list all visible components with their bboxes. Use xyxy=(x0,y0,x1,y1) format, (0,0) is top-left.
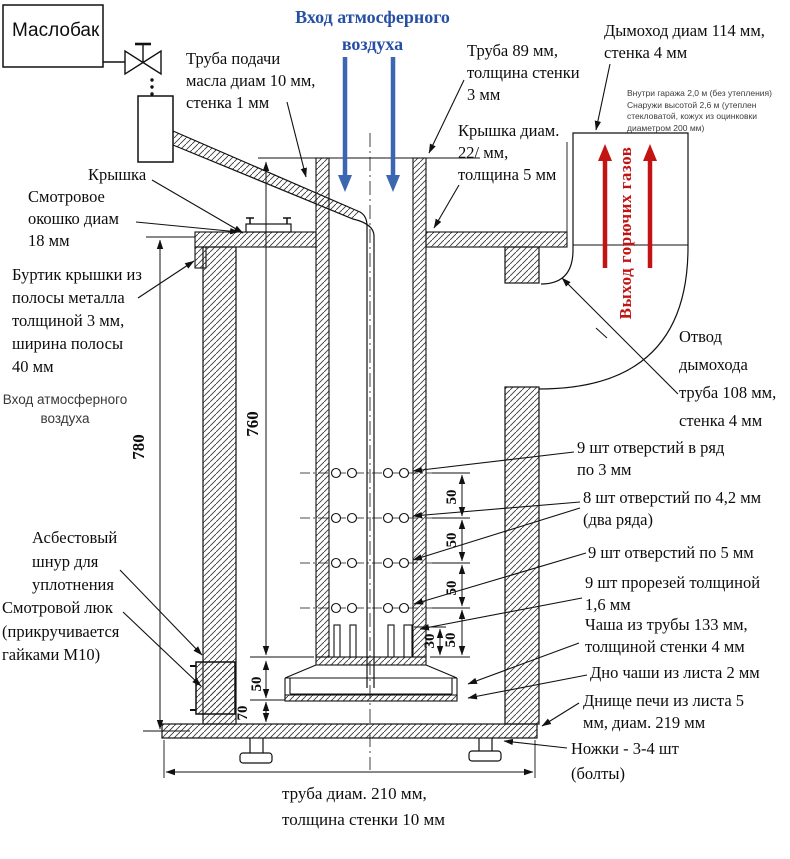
oil-pipe-label-line3: стенка 1 мм xyxy=(186,93,270,112)
smoke-outlet-line2: дымохода xyxy=(679,355,748,374)
chimney-note xyxy=(627,88,787,134)
asbestos-label-line1: Асбестовый xyxy=(32,528,118,547)
pipe210-line1: труба диам. 210 мм, xyxy=(282,784,427,803)
holes42-label xyxy=(583,487,761,531)
oil-pipe-label-line1: Труба подачи xyxy=(186,49,281,68)
holes3-line2: по 3 мм xyxy=(577,460,632,479)
oil-pipe-label xyxy=(186,48,315,114)
slots-label xyxy=(585,572,760,616)
tube89-label-line1: Труба 89 мм, xyxy=(467,41,558,60)
tube89-label-line2: толщина стенки xyxy=(467,63,580,82)
rim-label-line1: Буртик крышки из xyxy=(12,265,142,284)
hatch-label-line3: гайками М10) xyxy=(2,645,101,664)
lid-diam-label-line2: 22/ мм, xyxy=(458,143,509,162)
legs-line1: Ножки - 3-4 шт xyxy=(571,739,679,758)
hatch-label xyxy=(2,596,119,667)
chimney-note-line3: стекловатой, кожух из оцинковки xyxy=(627,111,757,121)
gas-outlet-label: Выход горючих газов xyxy=(616,146,635,320)
air-inlet-left-line1: Вход атмосферного xyxy=(2,392,128,407)
dim-50-cup: 50 xyxy=(249,676,265,692)
lid-diam-label xyxy=(458,120,559,186)
dim-780: 780 xyxy=(129,434,148,460)
tube89-label-line3: 3 мм xyxy=(467,85,501,104)
asbestos-label-line2: шнур для xyxy=(32,551,99,571)
furnace-bottom-label xyxy=(583,690,744,734)
rim-label-line2: полосы металла xyxy=(12,288,125,307)
burner-cup xyxy=(285,665,457,701)
legs-label xyxy=(571,736,679,786)
holes3-label xyxy=(577,437,724,481)
lid-diam-label-line1: Крышка диам. xyxy=(458,121,560,140)
chimney-note-line1: Внутри гаража 2,0 м (без утепления) xyxy=(627,88,772,98)
asbestos-label xyxy=(32,526,117,597)
air-inlet-top-line2: воздуха xyxy=(341,34,404,54)
dim-70-bottom: 70 xyxy=(235,705,251,721)
holes42-line1: 8 шт отверстий по 4,2 мм xyxy=(583,488,762,507)
air-inlet-left-label xyxy=(0,390,130,428)
burn-slots xyxy=(334,625,412,657)
drip-fitting-box xyxy=(138,96,173,162)
lid-label: Крышка xyxy=(88,165,147,184)
window-label xyxy=(28,186,119,252)
smoke-outlet-line1: Отвод xyxy=(679,327,722,346)
inspection-window xyxy=(246,218,291,232)
rim-label-line5: 40 мм xyxy=(12,357,54,376)
window-label-line3: 18 мм xyxy=(28,231,70,250)
legs-line2: (болты) xyxy=(571,764,625,783)
holes42-line2: (два ряда) xyxy=(583,510,653,529)
chimney-label-line2: стенка 4 мм xyxy=(604,43,688,62)
drip-dots xyxy=(150,78,153,95)
window-label-line1: Смотровое xyxy=(28,187,105,206)
dim-760: 760 xyxy=(243,411,262,437)
window-label-line2: окошко диам xyxy=(28,209,119,228)
pipe210-label xyxy=(282,781,445,833)
slots-line2: 1,6 мм xyxy=(585,595,631,614)
air-inlet-left-line2: воздуха xyxy=(40,411,90,426)
hatch-label-line2: (прикручивается xyxy=(2,621,120,641)
holes5-label: 9 шт отверстий по 5 мм xyxy=(588,543,754,562)
air-inlet-arrows xyxy=(338,57,400,192)
chimney xyxy=(539,133,688,389)
furnace-bottom-line2: мм, диам. 219 мм xyxy=(583,713,706,732)
rim-label xyxy=(12,263,142,378)
cup-line2: толщиной стенки 4 мм xyxy=(585,637,745,656)
dim-30-slot: 30 xyxy=(422,633,438,649)
cup-line1: Чаша из трубы 133 мм, xyxy=(585,615,748,634)
rim-label-line4: ширина полосы xyxy=(12,334,124,353)
smoke-outlet-line3: труба 108 мм, xyxy=(679,383,777,402)
lid-diam-label-line3: толщина 5 мм xyxy=(458,165,557,184)
smoke-outlet-line4: стенка 4 мм xyxy=(679,411,763,430)
dim-50-gap3: 50 xyxy=(444,580,460,596)
legs xyxy=(240,738,501,763)
cup-label xyxy=(585,614,748,658)
dim-50-gap4: 50 xyxy=(443,632,459,648)
cup-bottom-label: Дно чаши из листа 2 мм xyxy=(590,663,760,682)
asbestos-label-line3: уплотнения xyxy=(32,575,114,594)
furnace-bottom-line1: Днище печи из листа 5 xyxy=(583,691,745,710)
hatch-label-line1: Смотровой люк xyxy=(2,598,113,617)
holes3-line1: 9 шт отверстий в ряд xyxy=(577,438,725,457)
dim-50-gap2: 50 xyxy=(444,532,460,548)
chimney-note-line4: диаметром 200 мм) xyxy=(627,122,705,133)
rim-label-line3: толщиной 3 мм, xyxy=(12,311,125,330)
oil-tank-label: Маслобак xyxy=(12,20,100,41)
chimney-label-line1: Дымоход диам 114 мм, xyxy=(604,21,765,40)
slots-line1: 9 шт прорезей толщиной xyxy=(585,573,761,592)
dim-50-gap1: 50 xyxy=(444,489,460,505)
pipe210-line2: толщина стенки 10 мм xyxy=(282,810,446,829)
inspection-hatch xyxy=(190,662,235,714)
air-inlet-top-line1: Вход атмосферного xyxy=(295,7,450,27)
smoke-outlet-label xyxy=(679,323,776,435)
chimney-label xyxy=(604,20,765,64)
oil-pipe-label-line2: масла диам 10 мм, xyxy=(186,71,316,90)
chimney-note-line2: Снаружи высотой 2,6 м (утеплен xyxy=(627,99,757,110)
valve-icon xyxy=(125,44,161,74)
tube89-label xyxy=(467,40,580,106)
